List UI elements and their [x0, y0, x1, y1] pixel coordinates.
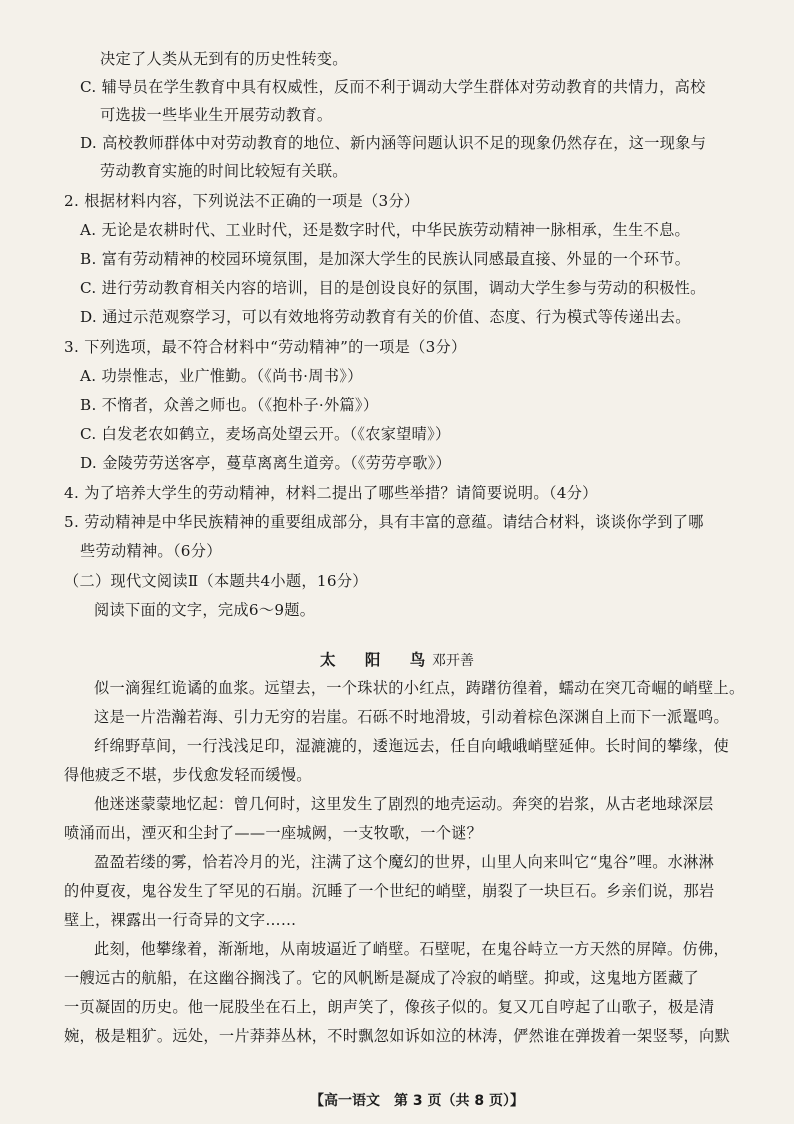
- text-line: C. 白发老农如鹤立，麦场高处望云开。（《农家望晴》）: [80, 425, 451, 443]
- text-line: 盈盈若缕的雾，恰若冷月的光，注满了这个魔幻的世界，山里人向来叫它“鬼谷”哩。水淋淋: [94, 853, 715, 871]
- text-line: 壁上，裸露出一行奇异的文字……: [64, 911, 297, 929]
- text-line: （二）现代文阅读Ⅱ（本题共4小题，16分）: [64, 572, 368, 590]
- text-line: 纤绵野草间，一行浅浅足印，湿漉漉的，逶迤远去，任自向峨峨峭壁延伸。长时间的攀缘，使: [94, 737, 729, 755]
- text-line: B. 富有劳动精神的校园环境氛围，是加深大学生的民族认同感最直接、外显的一个环节。: [80, 250, 691, 268]
- text-line: 5. 劳动精神是中华民族精神的重要组成部分，具有丰富的意蕴。请结合材料，谈谈你学到了哪: [64, 513, 704, 531]
- text-line: 可选拔一些毕业生开展劳动教育。: [100, 106, 333, 124]
- text-line: 婉，极是粗犷。远处，一片莽莽丛林，不时飘忽如诉如泣的林涛，俨然谁在弹拨着一架竖琴，向默: [64, 1027, 730, 1045]
- text-line: 喷涌而出，湮灭和尘封了——一座城阙，一支牧歌，一个谜？: [64, 824, 483, 842]
- text-line: 些劳动精神。（6分）: [80, 542, 222, 560]
- text-line: 决定了人类从无到有的历史性转变。: [100, 50, 348, 68]
- text-line: 这是一片浩瀚若海、引力无穷的岩崖。石砾不时地滑坡，引动着棕色深渊自上而下一派鼍鸣。: [94, 708, 729, 726]
- text-line: D. 通过示范观察学习，可以有效地将劳动教育有关的价值、态度、行为模式等传递出去。: [80, 308, 691, 326]
- text-line: 此刻，他攀缘着，渐渐地，从南坡逼近了峭壁。石壁呢，在鬼谷峙立一方天然的屏障。仿佛，: [94, 940, 729, 958]
- text-line: 2. 根据材料内容，下列说法不正确的一项是（3分）: [64, 192, 420, 210]
- text-line: 他迷迷蒙蒙地忆起：曾几何时，这里发生了剧烈的地壳运动。奔突的岩浆，从古老地球深层: [94, 795, 714, 813]
- page-footer: 【高一语文 第 3 页（共 8 页）】: [310, 1093, 524, 1109]
- text-line: 似一滴猩红诡谲的血浆。远望去，一个珠状的小红点，踌躇彷徨着，蠕动在突兀奇崛的峭壁上。: [94, 679, 745, 697]
- text-line: D. 金陵劳劳送客亭，蔓草离离生道旁。（《劳劳亭歌》）: [80, 454, 452, 472]
- text-line: 4. 为了培养大学生的劳动精神，材料二提出了哪些举措？请简要说明。（4分）: [64, 484, 598, 502]
- text-line: A. 功崇惟志，业广惟勤。（《尚书·周书》）: [80, 367, 363, 385]
- text-line: 3. 下列选项，最不符合材料中“劳动精神”的一项是（3分）: [64, 338, 467, 356]
- text-line: 一页凝固的历史。他一屁股坐在石上，朗声笑了，像孩子似的。复又兀自哼起了山歌子，极是清: [64, 998, 715, 1016]
- text-line: C. 进行劳动教育相关内容的培训，目的是创设良好的氛围，调动大学生参与劳动的积极性。: [80, 279, 706, 297]
- text-line: 阅读下面的文字，完成6～9题。: [94, 601, 316, 619]
- text-line: 劳动教育实施的时间比较短有关联。: [100, 162, 348, 180]
- story-author: 邓开善: [432, 653, 474, 669]
- text-line: D. 高校教师群体中对劳动教育的地位、新内涵等问题认识不足的现象仍然存在，这一现象与: [80, 134, 707, 152]
- text-line: A. 无论是农耕时代、工业时代，还是数字时代，中华民族劳动精神一脉相承，生生不息。: [80, 221, 691, 239]
- text-line: 得他疲乏不堪，步伐愈发轻而缓慢。: [64, 766, 312, 784]
- text-line: 一艘远古的航船，在这幽谷搁浅了。它的风帆断是凝成了冷寂的峭壁。抑或，这鬼地方匿藏了: [64, 969, 699, 987]
- story-title: 太 阳 鸟: [320, 650, 438, 669]
- text-line: 的仲夏夜，鬼谷发生了罕见的石崩。沉睡了一个世纪的峭壁，崩裂了一块巨石。乡亲们说，那岩: [64, 882, 715, 900]
- text-line: B. 不惰者，众善之师也。（《抱朴子·外篇》）: [80, 396, 379, 414]
- text-line: C. 辅导员在学生教育中具有权威性，反而不利于调动大学生群体对劳动教育的共情力，高校: [80, 78, 706, 96]
